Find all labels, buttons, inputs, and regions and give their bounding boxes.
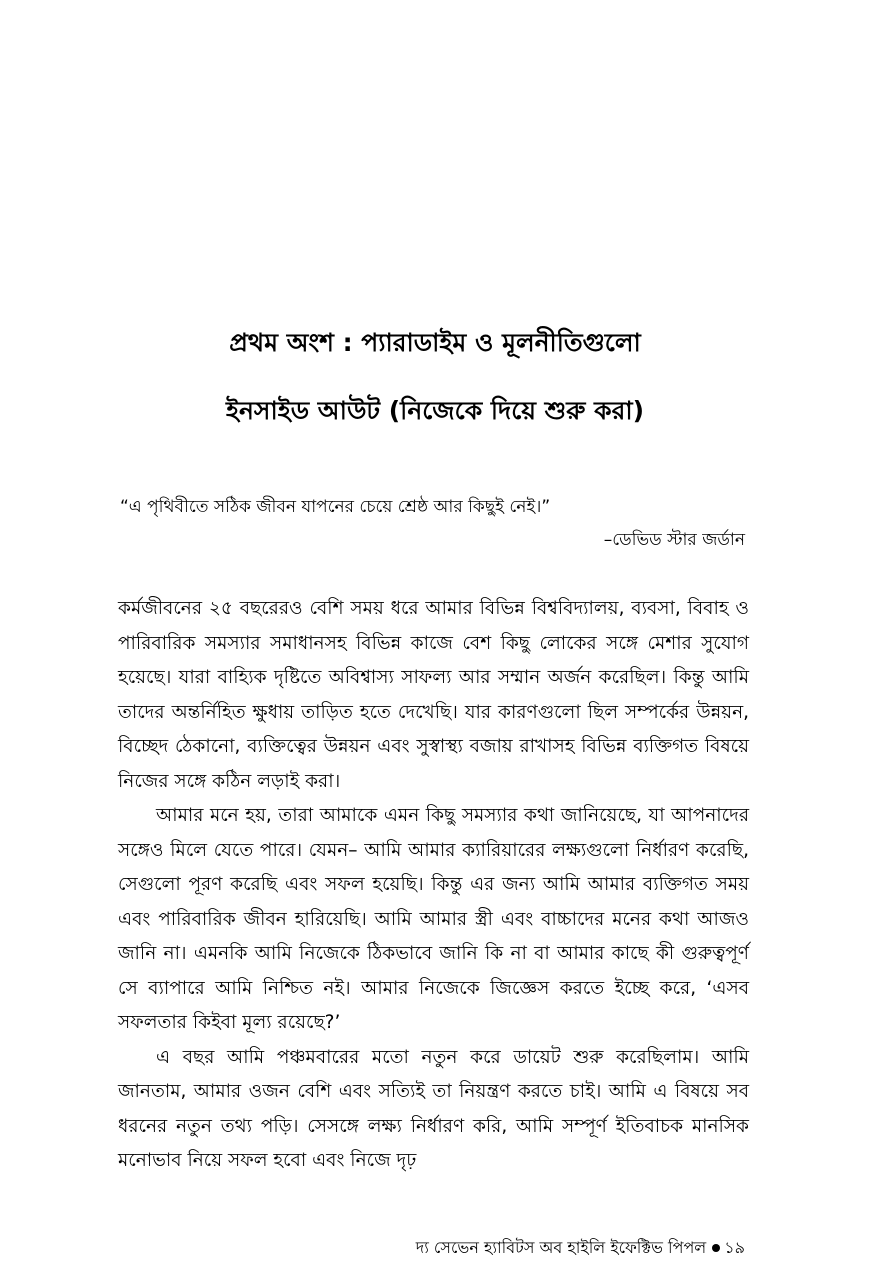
epigraph-quote: “এ পৃথিবীতে সঠিক জীবন যাপনের চেয়ে শ্রেষ্ঠ আর কিছুই নেই।” bbox=[120, 497, 551, 517]
part-title: প্রথম অংশ : প্যারাডাইম ও মূলনীতিগুলো bbox=[229, 328, 641, 357]
paragraph-2: আমার মনে হয়, তারা আমাকে এমন কিছু সমস্যার কথা জানিয়েছে, যা আপনাদের সঙ্গেও মিলে যেতে পারে। যেমন– আমি আমার ক্যারিয়ারের লক্ষ্যগুলো নির্ধারণ করেছি, সেগুলো পূরণ করেছি এবং সফল হয়েছি। কিন্তু এর জন্য আমি আমার ব্যক্তিগত সময় এবং পারিবারিক জীবন হারিয়েছি। আমি আমার স্ত্রী এবং বাচ্চাদের মনের কথা আজও জানি না। এমনকি আমি নিজেকে ঠিকভাবে জানি কি না বা আমার কাছে কী গুরুত্বপূর্ণ সে ব্যাপারে আমি নিশ্চিত নই। আমার নিজেকে জিজ্ঞেস করতে ইচ্ছে করে, ‘এসব সফলতার কিইবা মূল্য রয়েছে?’ bbox=[118, 805, 749, 1033]
page-footer bbox=[300, 1236, 745, 1260]
body-text bbox=[118, 592, 749, 1179]
epigraph-author: –ডেভিড স্টার জর্ডান bbox=[603, 530, 745, 550]
chapter-title: ইনসাইড আউট (নিজেকে দিয়ে শুরু করা) bbox=[226, 396, 644, 425]
running-book-title: দ্য সেভেন হ্যাবিটস অব হাইলি ইফেক্টিভ পিপল bbox=[415, 1238, 707, 1257]
paragraph-3: এ বছর আমি পঞ্চমবারের মতো নতুন করে ডায়েট শুরু করেছিলাম। আমি জানতাম, আমার ওজন বেশি এবং সত্যিই তা নিয়ন্ত্রণ করতে চাই। আমি এ বিষয়ে সব ধরনের নতুন তথ্য পড়ি। সেসঙ্গে লক্ষ্য নির্ধারণ করি, আমি সম্পূর্ণ ইতিবাচক মানসিক মনোভাব নিয়ে সফল হবো এবং নিজে দৃঢ় bbox=[118, 1046, 749, 1171]
paragraph-1: কর্মজীবনের ২৫ বছরেরও বেশি সময় ধরে আমার বিভিন্ন বিশ্ববিদ্যালয়, ব্যবসা, বিবাহ ও পারিবারিক সমস্যার সমাধানসহ বিভিন্ন কাজে বেশ কিছু লোকের সঙ্গে মেশার সুযোগ হয়েছে। যারা বাহ্যিক দৃষ্টিতে অবিশ্বাস্য সাফল্য আর সম্মান অর্জন করেছিল। কিন্তু আমি তাদের অন্তর্নিহিত ক্ষুধায় তাড়িত হতে দেখেছি। যার কারণগুলো ছিল সম্পর্কের উন্নয়ন, বিচ্ছেদ ঠেকানো, ব্যক্তিত্বের উন্নয়ন এবং সুস্বাস্থ্য বজায় রাখাসহ বিভিন্ন ব্যক্তিগত বিষয়ে নিজের সঙ্গে কঠিন লড়াই করা। bbox=[118, 598, 749, 792]
bullet-separator bbox=[712, 1244, 720, 1252]
page-number: ১৯ bbox=[724, 1238, 745, 1257]
